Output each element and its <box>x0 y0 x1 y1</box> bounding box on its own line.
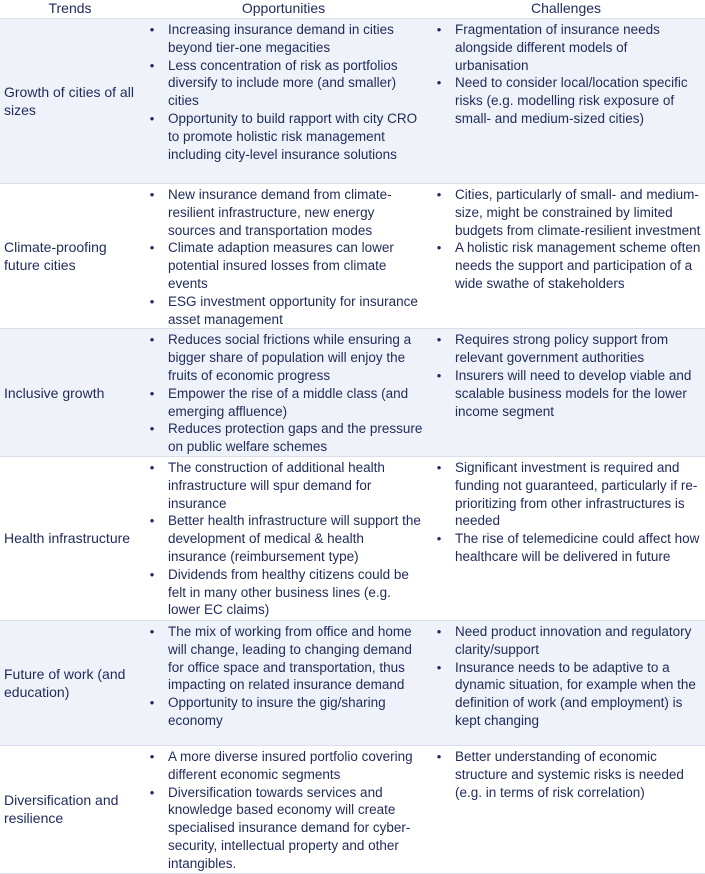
list-item <box>427 659 705 730</box>
header-trends: Trends <box>0 0 140 19</box>
bullet-icon: • <box>436 459 442 475</box>
opportunities-cell <box>140 184 427 329</box>
challenge-text: Significant investment is required and funding not guaranteed, particularly if re-prioritizing from other infrastructures is needed <box>455 459 698 529</box>
trend-label: Growth of cities of all sizes <box>0 19 140 184</box>
bullet-icon: • <box>436 187 442 202</box>
list-item <box>427 21 705 74</box>
trend-label: Inclusive growth <box>0 329 140 457</box>
list-item <box>140 293 427 329</box>
opportunity-text: Empower the rise of a middle class (and emerging affluence) <box>168 385 409 419</box>
list-item <box>140 57 427 110</box>
bullet-icon: • <box>436 623 442 639</box>
table-row <box>0 620 705 745</box>
bullet-icon: • <box>149 784 155 800</box>
challenges-list <box>427 457 705 566</box>
opportunity-text: Less concentration of risk as portfolios diversify to include more (and smaller) cities <box>168 57 398 109</box>
opportunities-cell <box>140 456 427 620</box>
list-item <box>140 186 427 239</box>
list-item <box>140 459 427 512</box>
list-item <box>140 385 427 421</box>
opportunity-text: Better health infrastructure will support the development of medical & health insurance (reimbursement type) <box>168 513 421 564</box>
bullet-icon: • <box>149 110 155 126</box>
bullet-icon: • <box>149 623 155 639</box>
challenge-text: Fragmentation of insurance needs alongside different models of urbanisation <box>455 22 660 73</box>
header-opportunities: Opportunities <box>140 0 427 19</box>
challenge-text: Cities, particularly of small- and medium-size, might be constrained by limited budgets from climate-resilient investment <box>455 187 701 238</box>
bullet-icon: • <box>149 695 155 711</box>
opportunity-text: A more diverse insured portfolio covering different economic segments <box>168 748 413 782</box>
bullet-icon: • <box>149 22 155 37</box>
table-body <box>0 19 705 874</box>
bullet-icon: • <box>149 385 155 401</box>
bullet-icon: • <box>149 421 155 437</box>
header-challenges: Challenges <box>427 0 705 19</box>
opportunities-list <box>140 184 427 328</box>
header-row <box>0 0 705 19</box>
bullet-icon: • <box>149 513 155 529</box>
challenge-text: Insurers will need to develop viable and scalable business models for the lower income segment <box>455 367 692 419</box>
opportunity-text: Reduces social frictions while ensuring a bigger share of population will enjoy the fruits of economic progress <box>168 332 412 383</box>
trend-label: Health infrastructure <box>0 456 140 620</box>
opportunities-cell <box>140 745 427 873</box>
bullet-icon: • <box>149 187 155 202</box>
opportunities-list <box>140 457 427 619</box>
list-item <box>427 530 705 566</box>
list-item <box>140 566 427 619</box>
list-item <box>427 186 705 239</box>
opportunity-text: Opportunity to build rapport with city CRO to promote holistic risk management including city-level insurance solutions <box>168 110 418 162</box>
trend-label: Diversification and resilience <box>0 745 140 873</box>
bullet-icon: • <box>436 748 442 764</box>
challenges-cell <box>427 745 705 873</box>
opportunities-list <box>140 329 427 456</box>
list-item <box>140 623 427 694</box>
challenge-text: Insurance needs to be adaptive to a dynamic situation, for example when the definition of work (and employment) is kept changing <box>455 659 696 728</box>
opportunities-list <box>140 746 427 873</box>
list-item <box>427 459 705 530</box>
opportunity-text: Climate adaption measures can lower potential insured losses from climate events <box>168 240 394 291</box>
list-item <box>427 331 705 367</box>
bullet-icon: • <box>149 293 155 309</box>
challenges-list <box>427 329 705 420</box>
opportunity-text: Diversification towards services and knowledge based economy will create specialised insurance demand for cyber-security, intellectual property and other intangibles. <box>168 784 411 871</box>
challenge-text: A holistic risk management scheme often needs the support and participation of a wide swathe of stakeholders <box>455 240 701 291</box>
list-item <box>427 367 705 420</box>
list-item <box>140 239 427 292</box>
challenges-list <box>427 19 705 128</box>
bullet-icon: • <box>436 22 442 37</box>
bullet-icon: • <box>436 531 442 547</box>
bullet-icon: • <box>436 367 442 383</box>
challenges-cell <box>427 19 705 184</box>
opportunity-text: ESG investment opportunity for insurance asset management <box>168 293 418 327</box>
challenges-cell <box>427 456 705 620</box>
list-item <box>140 784 427 873</box>
list-item <box>140 21 427 57</box>
challenges-list <box>427 746 705 801</box>
opportunity-text: The construction of additional health infrastructure will spur demand for insurance <box>168 459 385 511</box>
opportunities-list <box>140 621 427 730</box>
challenges-list <box>427 184 705 293</box>
bullet-icon: • <box>149 748 155 764</box>
bullet-icon: • <box>436 240 442 256</box>
challenges-list <box>427 621 705 730</box>
challenges-cell <box>427 620 705 745</box>
table-row <box>0 19 705 184</box>
bullet-icon: • <box>149 332 155 348</box>
opportunity-text: Reduces protection gaps and the pressure on public welfare schemes <box>168 421 423 455</box>
opportunities-cell <box>140 329 427 457</box>
challenges-cell <box>427 329 705 457</box>
list-item <box>427 748 705 801</box>
challenge-text: Need product innovation and regulatory clarity/support <box>455 623 692 657</box>
bullet-icon: • <box>436 659 442 675</box>
bullet-icon: • <box>149 459 155 475</box>
challenge-text: The rise of telemedicine could affect how healthcare will be delivered in future <box>455 531 700 564</box>
opportunities-list <box>140 19 427 163</box>
trend-label: Future of work (and education) <box>0 620 140 745</box>
list-item <box>427 239 705 292</box>
bullet-icon: • <box>436 75 442 91</box>
table-row <box>0 456 705 620</box>
opportunity-text: The mix of working from office and home will change, leading to changing demand for office space and transportation, thus impacting on related insurance demand <box>168 623 412 693</box>
challenge-text: Requires strong policy support from relevant government authorities <box>455 332 669 366</box>
table-row <box>0 745 705 873</box>
opportunity-text: Increasing insurance demand in cities beyond tier-one megacities <box>168 22 394 55</box>
opportunity-text: Dividends from healthy citizens could be felt in many other business lines (e.g. lower EC claims) <box>168 566 409 618</box>
list-item <box>140 110 427 163</box>
bullet-icon: • <box>436 332 442 348</box>
challenges-cell <box>427 184 705 329</box>
list-item <box>140 748 427 784</box>
list-item <box>140 331 427 384</box>
bullet-icon: • <box>149 240 155 256</box>
trend-label: Climate-proofing future cities <box>0 184 140 329</box>
bullet-icon: • <box>149 566 155 582</box>
list-item <box>140 694 427 730</box>
list-item <box>140 420 427 456</box>
opportunity-text: Opportunity to insure the gig/sharing economy <box>168 695 386 728</box>
table-row <box>0 329 705 457</box>
table-row <box>0 184 705 329</box>
list-item <box>140 512 427 565</box>
opportunity-text: New insurance demand from climate-resilient infrastructure, new energy sources and transportation modes <box>168 187 392 238</box>
opportunities-cell <box>140 19 427 184</box>
challenge-text: Need to consider local/location specific risks (e.g. modelling risk exposure of small- and medium-sized cities) <box>455 75 688 126</box>
list-item <box>427 623 705 659</box>
bullet-icon: • <box>149 57 155 73</box>
opportunities-cell <box>140 620 427 745</box>
list-item <box>427 74 705 127</box>
challenge-text: Better understanding of economic structure and systemic risks is needed (e.g. in terms of risk correlation) <box>455 748 684 800</box>
